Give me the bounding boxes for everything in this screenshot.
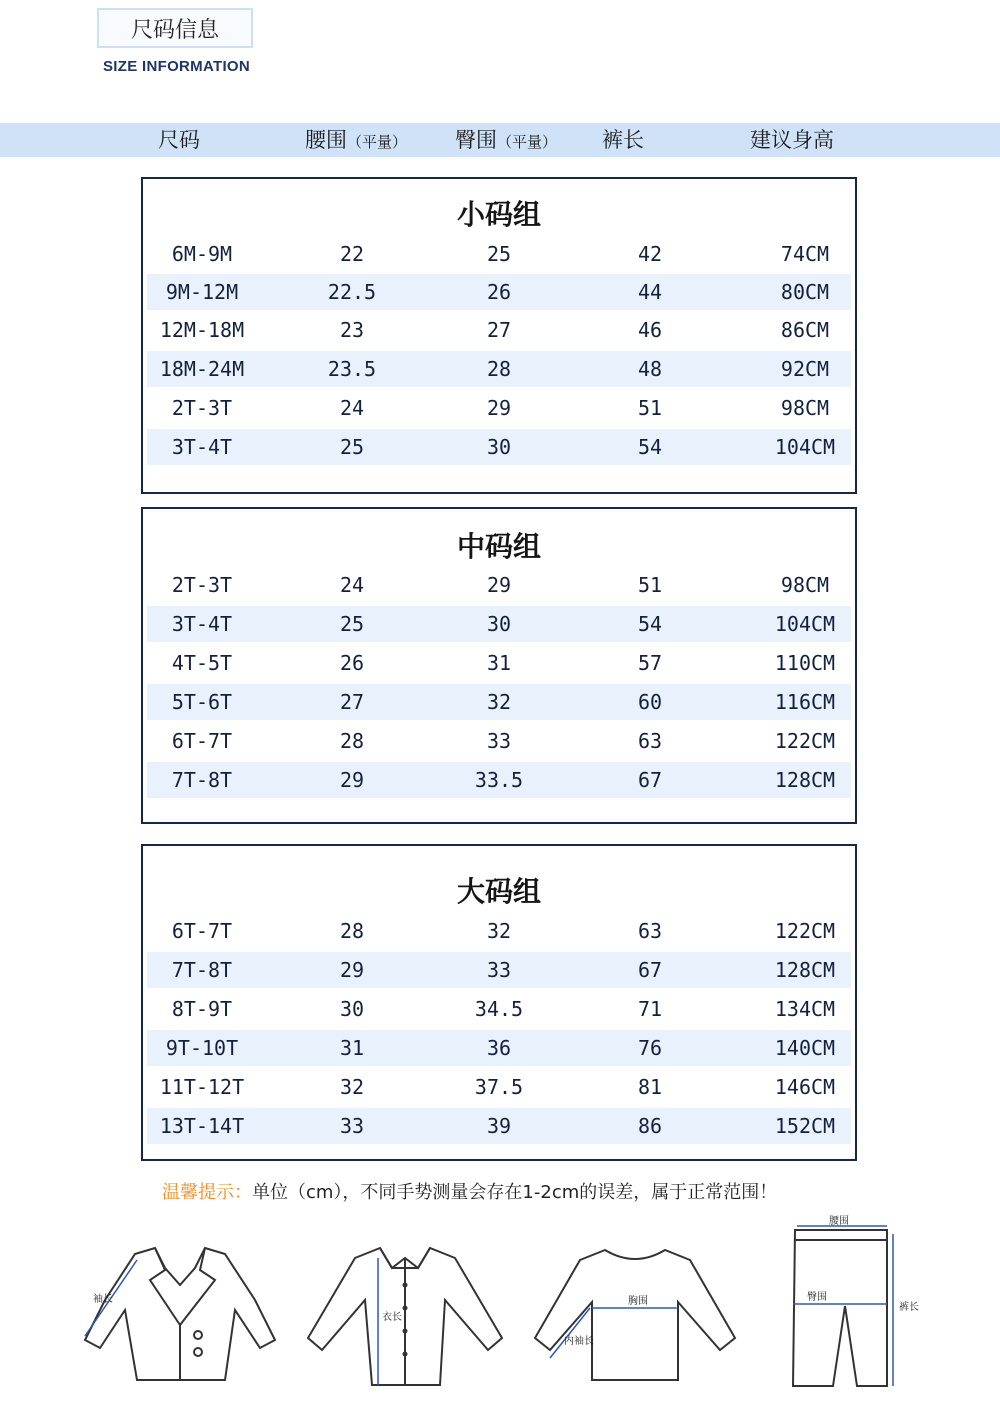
height-cell: 110CM [774,651,836,675]
size-cell: 7T-8T [171,768,233,792]
table-row [147,913,851,949]
height-cell: 92CM [780,357,830,381]
waist-cell: 29 [339,768,365,792]
hip-cell: 29 [486,396,512,420]
table-row [147,606,851,642]
height-cell: 104CM [774,435,836,459]
tip-note [162,1178,777,1204]
length-cell: 67 [637,768,663,792]
height-cell: 98CM [780,573,830,597]
table-row [147,390,851,426]
hip-cell: 30 [486,435,512,459]
waist-cell: 29 [339,958,365,982]
height-cell: 86CM [780,318,830,342]
waist-cell: 31 [339,1036,365,1060]
length-cell: 54 [637,435,663,459]
height-cell: 104CM [774,612,836,636]
table-row [147,236,851,272]
length-cell: 76 [637,1036,663,1060]
size-cell: 6M-9M [171,242,233,266]
hip-cell: 32 [486,690,512,714]
size-group-medium [141,507,857,824]
length-cell: 44 [637,280,663,304]
sleeve-label: 袖长 [93,1294,113,1305]
length-cell: 81 [637,1075,663,1099]
hip-cell: 33.5 [474,768,524,792]
length-cell: 86 [637,1114,663,1138]
hip-cell: 30 [486,612,512,636]
size-cell: 12M-18M [159,318,245,342]
waist-cell: 28 [339,919,365,943]
length-cell: 63 [637,919,663,943]
table-row [147,312,851,348]
waist-label: 腰围 [829,1216,849,1227]
waist-cell: 24 [339,573,365,597]
height-cell: 122CM [774,919,836,943]
hip-cell: 39 [486,1114,512,1138]
waist-cell: 23.5 [327,357,377,381]
size-cell: 11T-12T [159,1075,245,1099]
length-cell: 63 [637,729,663,753]
table-row [147,1108,851,1144]
hip-cell: 34.5 [474,997,524,1021]
hip-cell: 32 [486,919,512,943]
size-cell: 7T-8T [171,958,233,982]
height-cell: 122CM [774,729,836,753]
height-cell: 140CM [774,1036,836,1060]
table-row [147,952,851,988]
size-group-small [141,177,857,494]
size-cell: 5T-6T [171,690,233,714]
shirt-figure [300,1240,510,1390]
hip-label: 臀围 [807,1292,827,1303]
height-cell: 80CM [780,280,830,304]
hip-cell: 33 [486,958,512,982]
size-cell: 8T-9T [171,997,233,1021]
length-cell: 46 [637,318,663,342]
height-cell: 116CM [774,690,836,714]
group-title: 大码组 [456,875,541,908]
hip-cell: 27 [486,318,512,342]
length-cell: 48 [637,357,663,381]
size-cell: 6T-7T [171,729,233,753]
waist-cell: 27 [339,690,365,714]
header-height: 建议身高 [750,128,834,152]
hip-cell: 28 [486,357,512,381]
length-cell: 54 [637,612,663,636]
length-cell: 51 [637,396,663,420]
waist-cell: 28 [339,729,365,753]
table-row [147,274,851,310]
waist-cell: 25 [339,435,365,459]
waist-cell: 30 [339,997,365,1021]
section-title [97,8,253,48]
length-label: 衣长 [382,1312,402,1323]
waist-cell: 23 [339,318,365,342]
size-cell: 18M-24M [159,357,245,381]
group-title: 中码组 [456,530,541,563]
waist-cell: 26 [339,651,365,675]
chest-label: 胸围 [628,1296,648,1307]
length-cell: 71 [637,997,663,1021]
size-cell: 2T-3T [171,396,233,420]
table-row [147,1069,851,1105]
waist-cell: 33 [339,1114,365,1138]
section-title-text: 尺码信息 [130,17,219,43]
hip-cell: 25 [486,242,512,266]
waist-cell: 22 [339,242,365,266]
size-cell: 13T-14T [159,1114,245,1138]
table-row [147,991,851,1027]
size-group-large [141,844,857,1161]
hip-cell: 26 [486,280,512,304]
length-cell: 60 [637,690,663,714]
hip-cell: 29 [486,573,512,597]
height-cell: 128CM [774,768,836,792]
table-row [147,429,851,465]
size-cell: 6T-7T [171,919,233,943]
group-title: 小码组 [456,198,541,231]
tip-text: 单位（cm），不同手势测量会存在1-2cm的误差，属于正常范围！ [252,1182,778,1203]
inner-sleeve-label: 内袖长 [564,1336,594,1347]
section-subtitle: SIZE INFORMATION [103,58,251,75]
pants-length-label: 裤长 [899,1302,919,1313]
table-row [147,762,851,798]
header-hip: 臀围（平量） [455,128,558,152]
size-cell: 3T-4T [171,612,233,636]
length-cell: 67 [637,958,663,982]
height-cell: 152CM [774,1114,836,1138]
size-cell: 3T-4T [171,435,233,459]
pants-figure [775,1214,935,1392]
table-row [147,723,851,759]
waist-cell: 22.5 [327,280,377,304]
length-cell: 42 [637,242,663,266]
size-cell: 4T-5T [171,651,233,675]
length-cell: 51 [637,573,663,597]
header-waist: 腰围（平量） [305,128,408,152]
length-cell: 57 [637,651,663,675]
height-cell: 128CM [774,958,836,982]
table-row [147,645,851,681]
size-cell: 9M-12M [165,280,239,304]
table-row [147,567,851,603]
table-row [147,684,851,720]
column-header [0,123,1000,157]
hip-cell: 36 [486,1036,512,1060]
header-length: 裤长 [602,128,644,152]
height-cell: 146CM [774,1075,836,1099]
table-row [147,1030,851,1066]
size-cell: 2T-3T [171,573,233,597]
waist-cell: 24 [339,396,365,420]
jacket-figure [75,1240,295,1390]
height-cell: 74CM [780,242,830,266]
waist-cell: 32 [339,1075,365,1099]
hip-cell: 33 [486,729,512,753]
sweater-figure [530,1240,740,1390]
waist-cell: 25 [339,612,365,636]
size-cell: 9T-10T [165,1036,239,1060]
height-cell: 98CM [780,396,830,420]
hip-cell: 37.5 [474,1075,524,1099]
height-cell: 134CM [774,997,836,1021]
header-size: 尺码 [158,128,200,152]
table-row [147,351,851,387]
tip-label: 温馨提示： [162,1182,252,1203]
hip-cell: 31 [486,651,512,675]
